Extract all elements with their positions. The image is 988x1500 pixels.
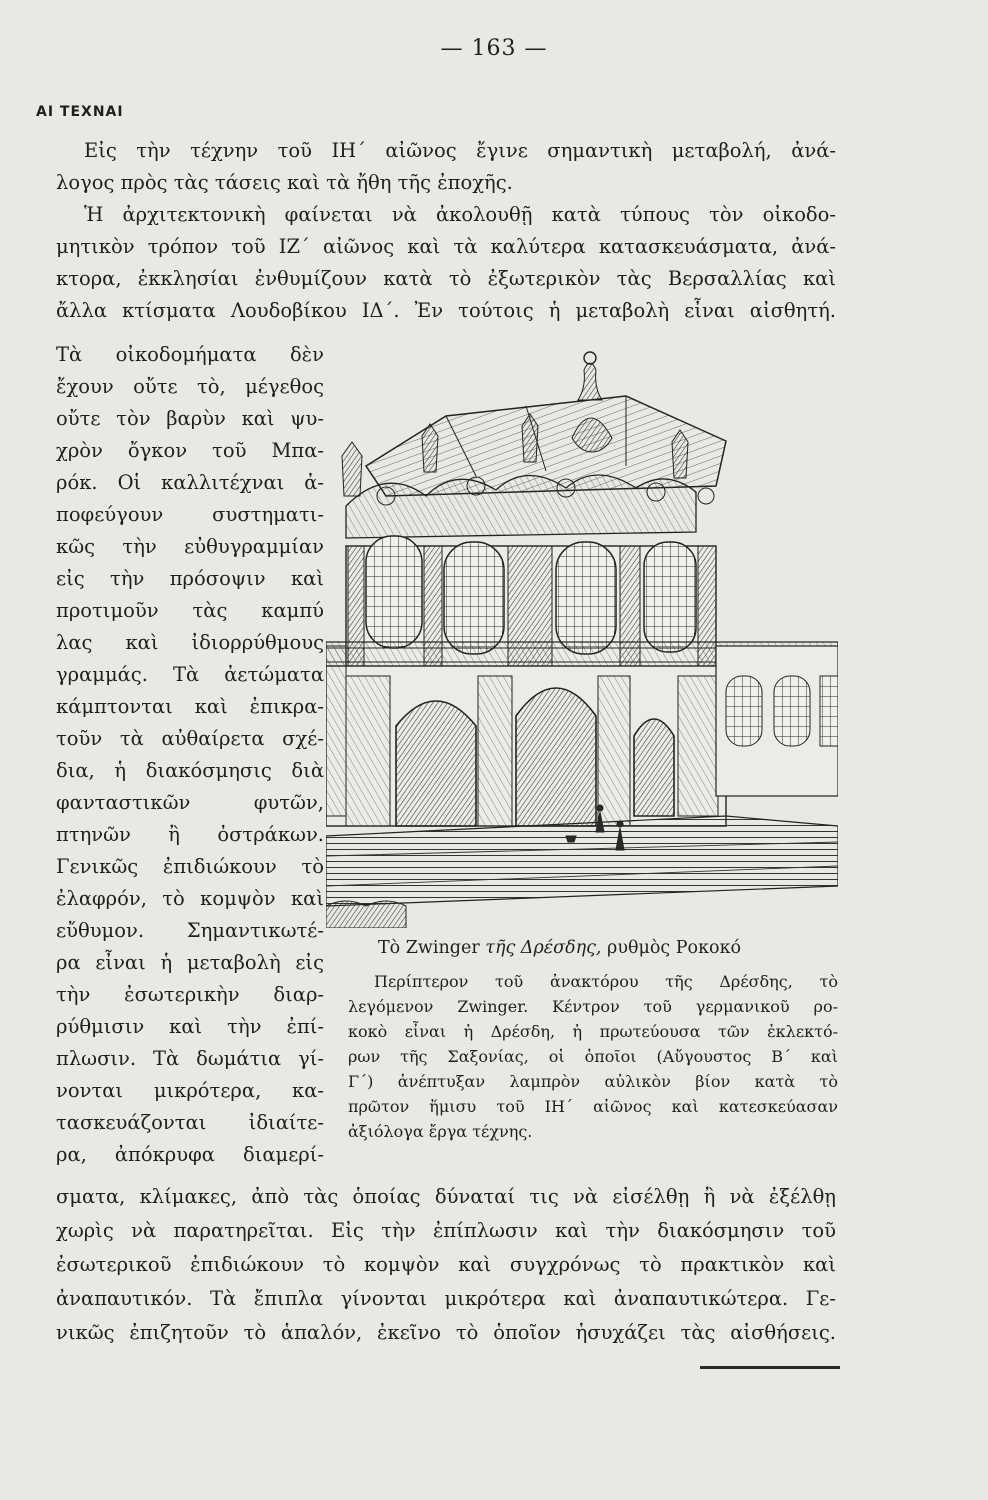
text-line: εἰς τὴν πρόσοψιν καὶ bbox=[56, 567, 324, 590]
end-rule bbox=[700, 1366, 840, 1369]
text-line: νικῶς ἐπιζητοῦν τὸ ἁπαλόν, ἐκεῖνο τὸ ὁποῖον ἡσυχάζει τὰς αἰσθήσεις. bbox=[56, 1321, 836, 1344]
running-header: ΑΙ ΤΕΧΝΑΙ bbox=[36, 104, 124, 120]
text-line: ἐσωτερικοῦ ἐπιδιώκουν τὸ κομψὸν καὶ συγχρόνως τὸ πρακτικὸν καὶ bbox=[56, 1253, 836, 1276]
text-line: λας καὶ ἰδιορρύθμους bbox=[56, 631, 324, 654]
text-line: ἐλαφρόν, τὸ κομψὸν καὶ bbox=[56, 887, 324, 910]
text-line: χρὸν ὄγκον τοῦ Μπα- bbox=[56, 439, 324, 462]
caption-title-part3: ρυθμὸς Ροκοκό bbox=[607, 938, 742, 958]
text-line: Γενικῶς ἐπιδιώκουν τὸ bbox=[56, 855, 324, 878]
text-line: δια, ἡ διακόσμησις διὰ bbox=[56, 759, 324, 782]
caption-line: λεγόμενον Zwinger. Κέντρον τοῦ γερμανικοῦ ρο- bbox=[348, 997, 838, 1016]
text-line: γραμμάς. Τὰ ἀετώματα bbox=[56, 663, 324, 686]
text-line: Ἡ ἀρχιτεκτονικὴ φαίνεται νὰ ἀκολουθῇ κατὰ τύπους τὸν οἰκοδο- bbox=[84, 203, 836, 226]
text-line: Τὰ οἰκοδομήματα δὲν bbox=[56, 343, 324, 366]
caption-title-italic: τῆς Δρέσδης, bbox=[485, 938, 602, 958]
caption-line: Γ΄) ἀνέπτυξαν λαμπρὸν αὐλικὸν βίον κατὰ τὸ bbox=[348, 1072, 838, 1091]
text-line: κῶς τὴν εὐθυγραμμίαν bbox=[56, 535, 324, 558]
figure-caption-title bbox=[378, 938, 838, 958]
caption-line: κοκὸ εἶναι ἡ Δρέσδη, ἡ πρωτεύουσα τῶν ἐκλεκτό- bbox=[348, 1022, 838, 1041]
text-line: νονται μικρότερα, κα- bbox=[56, 1079, 324, 1102]
text-line: σματα, κλίμακες, ἀπὸ τὰς ὁποίας δύναταί τις νὰ εἰσέλθῃ ἢ νὰ ἐξέλθῃ bbox=[56, 1185, 836, 1208]
zwinger-pavilion-illustration bbox=[326, 346, 838, 928]
page-number: — 163 — bbox=[440, 36, 548, 61]
text-line: χωρὶς νὰ παρατηρεῖται. Εἰς τὴν ἐπίπλωσιν καὶ τὴν διακόσμησιν τοῦ bbox=[56, 1219, 836, 1242]
caption-line: ἀξιόλογα ἔργα τέχνης. bbox=[348, 1122, 533, 1141]
text-line: πτηνῶν ἢ ὀστράκων. bbox=[56, 823, 324, 846]
text-line: ρύθμισιν καὶ τὴν ἐπί- bbox=[56, 1015, 324, 1038]
text-line: ἀναπαυτικόν. Τὰ ἔπιπλα γίνονται μικρότερα καὶ ἀναπαυτικώτερα. Γε- bbox=[56, 1287, 836, 1310]
text-line: ρα, ἀπόκρυφα διαμερί- bbox=[56, 1143, 324, 1166]
text-line: Εἰς τὴν τέχνην τοῦ ΙΗ΄ αἰῶνος ἔγινε σημαντικὴ μεταβολή, ἀνά- bbox=[84, 139, 836, 162]
text-line: ρα εἶναι ἡ μεταβολὴ εἰς bbox=[56, 951, 324, 974]
text-line: κάμπτονται καὶ ἐπικρα- bbox=[56, 695, 324, 718]
text-line: ἄλλα κτίσματα Λουδοβίκου ΙΔ΄. Ἐν τούτοις ἡ μεταβολὴ εἶναι αἰσθητή. bbox=[56, 299, 836, 322]
text-line: μητικὸν τρόπον τοῦ ΙΖ΄ αἰῶνος καὶ τὰ καλύτερα κατασκευάσματα, ἀνά- bbox=[56, 235, 836, 258]
text-line: πλωσιν. Τὰ δωμάτια γί- bbox=[56, 1047, 324, 1070]
text-line: προτιμοῦν τὰς καμπύ bbox=[56, 599, 324, 622]
text-line: ρόκ. Οἱ καλλιτέχναι ἀ- bbox=[56, 471, 324, 494]
caption-line: ρων τῆς Σαξονίας, οἱ ὁποῖοι (Αὔγουστος Β΄ καὶ bbox=[348, 1047, 838, 1066]
text-line: κτορα, ἐκκλησίαι ἐνθυμίζουν κατὰ τὸ ἐξωτερικὸν τὰς Βερσαλλίας καὶ bbox=[56, 267, 836, 290]
text-line: τὴν ἐσωτερικὴν διαρ- bbox=[56, 983, 324, 1006]
text-line: ἔχουν οὔτε τὸ, μέγεθος bbox=[56, 375, 324, 398]
text-line: ποφεύγουν συστηματι- bbox=[56, 503, 324, 526]
caption-line: πρῶτον ἥμισυ τοῦ ΙΗ΄ αἰῶνος καὶ κατεσκεύασαν bbox=[348, 1097, 838, 1116]
text-line: τοῦν τὰ αὐθαίρετα σχέ- bbox=[56, 727, 324, 750]
text-line: οὔτε τὸν βαρὺν καὶ ψυ- bbox=[56, 407, 324, 430]
caption-title-part1: Τὸ Zwinger bbox=[378, 938, 480, 958]
caption-line: Περίπτερον τοῦ ἀνακτόρου τῆς Δρέσδης, τὸ bbox=[374, 972, 838, 991]
text-line: λογος πρὸς τὰς τάσεις καὶ τὰ ἤθη τῆς ἐποχῆς. bbox=[56, 171, 513, 194]
text-line: τασκευάζονται ἰδιαίτε- bbox=[56, 1111, 324, 1134]
text-line: εὔθυμον. Σημαντικωτέ- bbox=[56, 919, 324, 942]
text-line: φανταστικῶν φυτῶν, bbox=[56, 791, 324, 814]
